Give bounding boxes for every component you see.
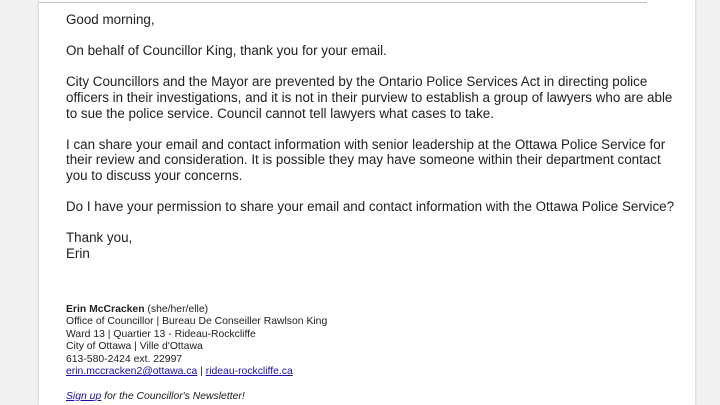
paragraph-police-act: City Councillors and the Mayor are prevented by the Ontario Police Services Act in directing police officers in their investigations, and it is not in their purview to establish a group of lawyers who are able to sue the police service. Council cannot tell lawyers what cases to take. <box>66 74 673 121</box>
signature-ward: Ward 13 | Quartier 13 - Rideau-Rockcliffe <box>66 328 256 340</box>
newsletter-text: for the Councillor's Newsletter! <box>101 390 245 402</box>
email-signature <box>66 304 586 403</box>
signature-city: City of Ottawa | Ville d'Ottawa <box>66 341 203 353</box>
sender-first-name: Erin <box>66 245 90 261</box>
paragraph-share-info: I can share your email and contact information with senior leadership at the Ottawa Police Service for their review and consideration. It is possible they may have someone within their department contact you to discuss your concerns. <box>66 136 666 183</box>
paragraph-thanks: On behalf of Councillor King, thank you for your email. <box>66 43 387 59</box>
email-body <box>66 12 686 262</box>
newsletter-line <box>66 391 586 403</box>
email-message-pane <box>39 0 695 405</box>
paragraph-permission-question: Do I have your permission to share your email and contact information with the Ottawa Police Service? <box>66 199 675 215</box>
signature-separator: | <box>197 366 206 378</box>
signature-pronouns: (she/her/elle) <box>144 304 209 315</box>
signature-website-link[interactable]: rideau-rockcliffe.ca <box>205 366 293 378</box>
signature-email-link[interactable]: erin.mccracken2@ottawa.ca <box>66 366 198 378</box>
signature-office: Office of Councillor | Bureau De Conseiller Rawlson King <box>66 316 328 328</box>
greeting: Good morning, <box>66 12 155 27</box>
newsletter-signup-link[interactable]: Sign up <box>66 390 102 402</box>
signature-name: Erin McCracken <box>66 304 145 315</box>
signature-phone: 613-580-2424 ext. 22997 <box>66 353 183 365</box>
signature-name-line <box>66 304 586 316</box>
signature-spacer <box>66 378 586 390</box>
signature-links-line <box>66 366 586 378</box>
header-divider <box>39 2 647 3</box>
closing: Thank you, <box>66 230 133 246</box>
